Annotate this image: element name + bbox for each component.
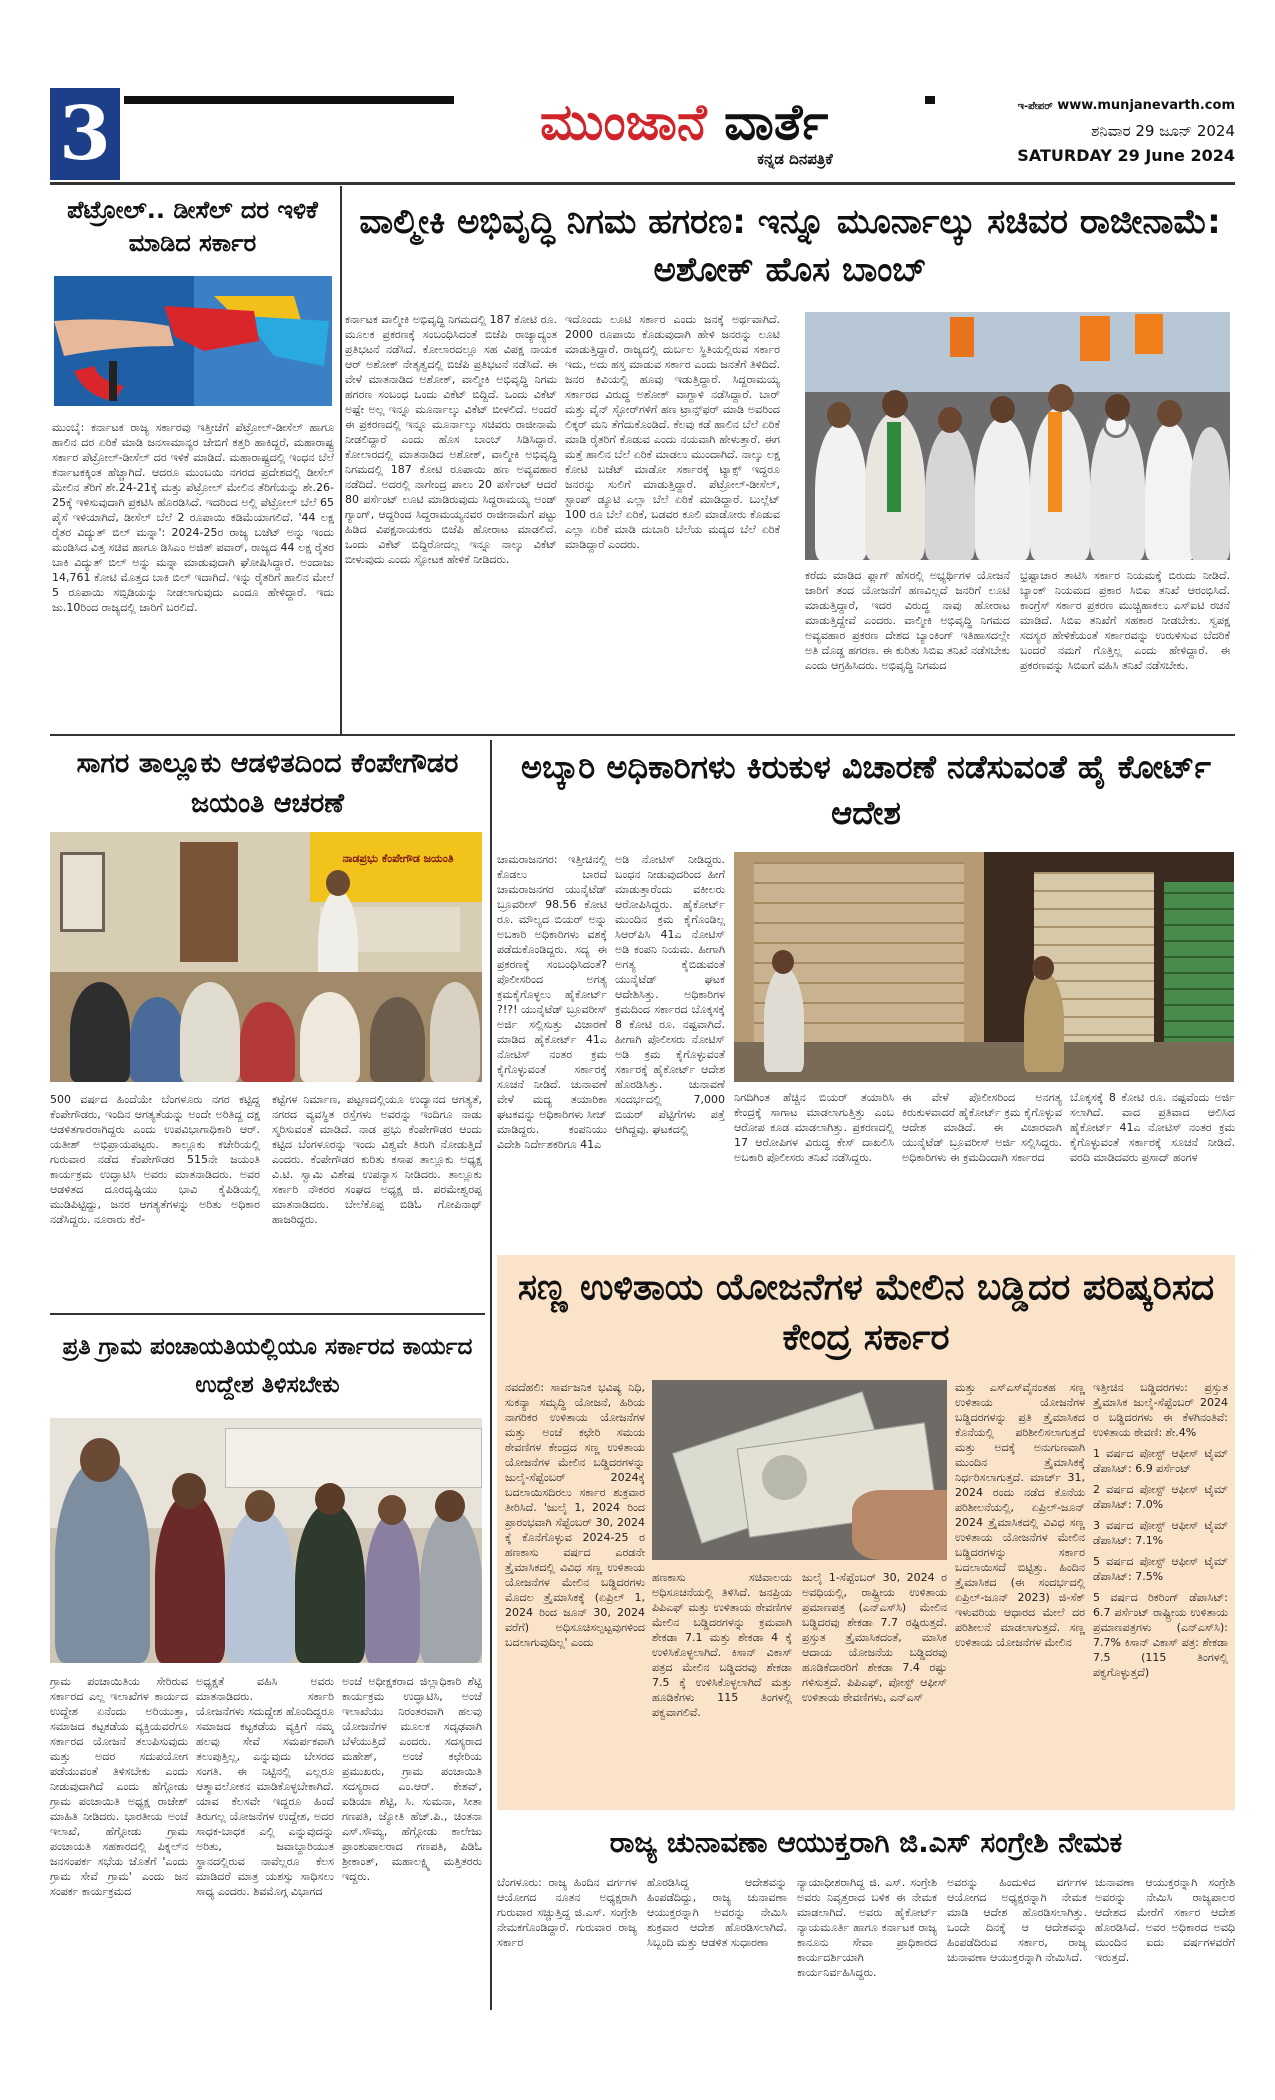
sagara-col1: 500 ವರ್ಷದ ಹಿಂದೆಯೇ ಬೆಂಗಳೂರು ನಗರ ಕಟ್ಟಿದ್ದ ಕೆಂಪೇಗೌಡರು, ಇಂದಿನ ಆಗತ್ಯತೆಯನ್ನು ಅಂದೇ ಅರಿತಿದ್ದ ದಕ್ಷ ಆಡಳಿತಗಾರರಾಗಿದ್ದರು ಎಂದು ಉಪವಿಭಾಗಾಧಿಕಾರಿ ಆರ್. ಯತೀಶ್ ಅಭಿಪ್ರಾಯಪಟ್ಟರು. ತಾಲ್ಲೂಕು ಕಚೇರಿಯಲ್ಲಿ ಗುರುವಾರ ನಡೆದ ಕೆಂಪೇಗೌಡರ 515ನೇ ಜಯಂತಿ ಕಾರ್ಯಕ್ರಮ ಉದ್ಘಾಟಿಸಿ ಅವರು ಮಾತನಾಡಿದರು. ಅವರ ಆಡಳಿತದ ದೂರದೃಷ್ಟಿಯು ಭಾವಿ ಕೈಪಿಡಿಯಲ್ಲಿ ಮುಡಿಪಿಟ್ಟಿದ್ದು, ಜನರ ಆಗತ್ಯತೆಗಳನ್ನು ಅರಿತು ಅಧಿಕಾರ ನಡೆಸಿದ್ದರು. ನೂರಾರು ಕೆರೆ-: [50, 1093, 260, 1226]
divider-left-mid: [50, 1313, 485, 1315]
election-col3: ನ್ಯಾಯಾಧೀಶರಾಗಿದ್ದ ಜಿ. ಎಸ್. ಸಂಗ್ರೇಶಿ ಅವರು ನಿವೃತ್ತರಾದ ಬಳಿಕ ಈ ನೇಮಕ ಮಾಡಲಾಗಿದೆ. ಅವರು ಹೈಕೋರ್ಟ್ ನ್ಯಾಯಮೂರ್ತಿ ಹಾಗೂ ಕರ್ನಾಟಕ ರಾಜ್ಯ ಕಾನೂನು ಸೇವಾ ಪ್ರಾಧಿಕಾರದ ಕಾರ್ಯದರ್ಶಿಯಾಗಿ ಕಾರ್ಯನಿರ್ವಹಿಸಿದ್ದರು.: [797, 1876, 937, 1979]
abkari-col3: ನಿಗದಿಗಿಂತ ಹೆಚ್ಚಿನ ಬಿಯರ್ ತಯಾರಿಸಿ ಕೇಂದ್ರಕ್ಕೆ ಸಾಗಾಟ ಮಾಡಲಾಗುತ್ತಿತ್ತು ಎಂಬ ಆರೋಪ ಕೂಡ ಮಾಡಲಾಗಿತ್ತು. ಪ್ರಕರಣದಲ್ಲಿ 17 ಆರೋಪಿಗಳ ವಿರುದ್ಧ ಕೇಸ್ ದಾಖಲಿಸಿ ಅಬಕಾರಿ ಪೊಲೀಸರು ತನಿಖೆ ನಡೆಸಿದ್ದರು.: [734, 1091, 894, 1164]
savings-rates-intro: ಇತ್ತೀಚಿನ ಬಡ್ಡಿದರಗಳು: ಪ್ರಸ್ತುತ ತ್ರೈಮಾಸಿಕ ಜುಲೈ-ಸೆಪ್ಟೆಂಬರ್ 2024 ರ ಬಡ್ಡಿದರಗಳು ಈ ಕೆಳಗಿನಂತಿವೆ: ಉಳಿತಾಯ ಠೇವಣಿ: ಶೇ.4%: [1093, 1381, 1228, 1439]
website-link[interactable]: www.munjanevarth.com: [1057, 98, 1235, 113]
newspaper-title: [540, 92, 900, 152]
divider-top-band: [50, 734, 1235, 736]
savings-currency-photo: [652, 1380, 947, 1560]
abkari-col2: ಅಡಿ ನೋಟಿಸ್ ನೀಡಿದ್ದರು. ಬಂಧನ ನೀಡುವುದರಿಂದ ಹೀಗೆ ಮಾಡುತ್ತಾರೆಂದು ವಕೀಲರು ಆರೋಪಿಸಿದ್ದರು. ಹೈಕೋರ್ಟ್ ಮುಂದಿನ ಕ್ರಮ ಕೈಗೊಂಡಿಲ್ಲ ಸಿಆರ್‌ಪಿಸಿ 41ಎ ನೋಟಿಸ್ ಅಡಿ ಕಂಪನಿ ನಿಯಮ. ಹೀಗಾಗಿ ಅಗತ್ಯ ಕೈಬಿಡುವಂತೆ ಯುನೈಟೆಡ್ ಘಟಕ ಆದೇಶಿಸಿತ್ತು. ಅಧಿಕಾರಿಗಳ ಕ್ರಮದಿಂದ ಸರ್ಕಾರದ ಬೊಕ್ಕಸಕ್ಕೆ 8 ಕೋಟಿ ರೂ. ನಷ್ಟವಾಗಿದೆ. ಹೀಗಾಗಿ ಪೊಲೀಸರು ನೋಟಿಸ್ ಅಡಿ ಕ್ರಮ ಕೈಗೊಳ್ಳುವಂತೆ ಸರ್ಕಾರಕ್ಕೆ ಹೈಕೋರ್ಟ್ ಆದೇಶ ಹೊರಡಿಸಿತ್ತು. ಚುನಾವಣೆ ಸಂದರ್ಭದಲ್ಲಿ 7,000 ಬಿಯರ್ ಪೆಟ್ಟಿಗೆಗಳು ಪತ್ತೆ ಆಗಿದ್ದವು. ಘಟಕದಲ್ಲಿ: [615, 853, 725, 1136]
abkari-headline: ಅಬ್ಕಾರಿ ಅಧಿಕಾರಿಗಳು ಕಿರುಕುಳ ವಿಚಾರಣೆ ನಡೆಸುವಂತೆ ಹೈ ಕೋರ್ಟ್ ಆದೇಶ: [521, 748, 1211, 832]
election-col2: ಹೊರಡಿಸಿದ್ದ ಆದೇಶವನ್ನು ಹಿಂಪಡೆದಿದ್ದು, ರಾಜ್ಯ ಚುನಾವಣಾ ಆಯುಕ್ತರನ್ನಾಗಿ ಅವರನ್ನು ನೇಮಿಸಿ ಶುಕ್ರವಾರ ಆದೇಶ ಹೊರಡಿಸಲಾಗಿದೆ. ಸಿಬ್ಬಂದಿ ಮತ್ತು ಆಡಳಿತ ಸುಧಾರಣಾ: [647, 1876, 787, 1949]
savings-col1: [505, 1380, 645, 1800]
divider-center: [490, 740, 492, 2010]
divider-left-top: [340, 186, 342, 734]
petrol-section: [50, 188, 335, 730]
sagara-col2: ಕಟ್ಟೆಗಳ ನಿರ್ಮಾಣ, ಪಟ್ಟಣದಲ್ಲಿಯೂ ಉದ್ಯಾನದ ಆಗತ್ಯತೆ, ನಗರದ ವ್ಯವಸ್ಥಿತ ರಸ್ತೆಗಳು ಅವರನ್ನು ಇಂದಿಗೂ ನಾಡು ಸ್ಮರಿಸುವಂತೆ ಮಾಡಿದೆ. ನಾಡ ಪ್ರಭು ಕೆಂಪೇಗೌಡರ ಆಂದು ಕಟ್ಟಿದ ಬೆಂಗಳೂರನ್ನು ಇಂದು ವಿಶ್ವವೇ ತಿರುಗಿ ನೋಡುತ್ತಿದೆ ಎಂದರು. ಕೆಂಪೇಗೌಡರ ಕುರಿತು ಕಸಾಪ ತಾಲ್ಲೂಕು ಅಧ್ಯಕ್ಷ ವಿ.ಟಿ. ಸ್ವಾಮಿ ವಿಶೇಷ ಉಪನ್ಯಾಸ ನೀಡಿದರು. ತಾಲ್ಲೂಕು ಸರ್ಕಾರಿ ನೌಕರರ ಸಂಘದ ಅಧ್ಯಕ್ಷ ಜಿ. ಪರಮೇಶ್ವರಪ್ಪ ಮಾತನಾಡಿದರು. ಬೇಲೆಕೊಪ್ಪ ಬಿಡಿಓ ಗೋಪಿನಾಥ್ ಹಾಜರಿದ್ದರು.: [272, 1093, 482, 1226]
valmiki-col4: ಭ್ರಷ್ಟಾಚಾರ ತಾಟಿಸಿ ಸರ್ಕಾರ ನಿಯಮಕ್ಕೆ ಬಿರುದು ನೀಡಿದೆ. ಬ್ಯಾಂಕ್ ನಿಯಮದ ಪ್ರಕಾರ ಸಿಬಿಐ ತನಿಖೆ ಆರಂಭಿಸಿದೆ. ಕಾಂಗ್ರೆಸ್ ಸರ್ಕಾರ ಪ್ರಕರಣ ಮುಚ್ಚಿಹಾಕಲು ಎಸ್‌ಐಟಿ ರಚನೆ ಮಾಡಿದೆ. ಸಿಬಿಐ ತನಿಖೆಗೆ ಸಹಕಾರ ನೀಡಬೇಕು. ಸ್ವಪಕ್ಷ ಸದಸ್ಯರ ಹೇಳಿಕೆಯಂತೆ ಸರ್ಕಾರವನ್ನು ಉರುಳಿಸುವ ಬೆದರಿಕೆ ಬಂದರೆ ನಮಗೆ ಗೊತ್ತಿಲ್ಲ ಎಂದು ಹೇಳಿದ್ದಾರೆ. ಈ ಪ್ರಕರಣವನ್ನು ಸಿಬಿಐಗೆ ವಹಿಸಿ ತನಿಖೆ ನಡೆಸಬೇಕು.: [1020, 569, 1230, 672]
title-part2: ವಾರ್ತೆ: [724, 93, 829, 151]
abkari-col5: ಬೊಕ್ಕಸಕ್ಕೆ 8 ಕೋಟಿ ರೂ. ನಷ್ಟವೆಂದು ಅರ್ಜಿ ಸಲಾಗಿದೆ. ವಾದ ಪ್ರತಿವಾದ ಆಲಿಸಿದ ಹೈಕೋರ್ಟ್ 41ಎ ನೋಟಿಸ್ ನಂತರ ಕ್ರಮ ಕೈಗೊಳ್ಳುವಂತೆ ಸರ್ಕಾರಕ್ಕೆ ಸೂಚನೆ ನೀಡಿದೆ. ವರದಿ ಮಾಡಿದವರು ಪ್ರಸಾದ್ ಹಂಗಳ: [1070, 1091, 1235, 1164]
valmiki-protest-photo: [805, 312, 1230, 560]
gram-col1: ಗ್ರಾಮ ಪಂಚಾಯಿತಿಯ ಸೇರಿರುವ ಸರ್ಕಾರದ ಎಲ್ಲ ಇಲಾಖೆಗಳ ಕಾರ್ಯದ ಉದ್ದೇಶ ಏನೆಂದು ಅರಿಯುತ್ತಾ, ಸಮಾಜದ ಕಟ್ಟಕಡೆಯ ವ್ಯಕ್ತಿಯವರೆಗೂ ಸರ್ಕಾರದ ಯೋಜನೆ ತಲುಪಿಸುವುದು ಮತ್ತು ಅದರ ಸದುಪಯೋಗ ಪಡೆಯುವಂತೆ ತಿಳಿಸಬೇಕು ಎಂದು ನೀಡುವುದಾಗಿದೆ ಎಂದು ಹೆಗ್ಗೋಡು ಗ್ರಾಮ ಪಂಚಾಯಿತಿ ಅಧ್ಯಕ್ಷ ರಾಜೇಶ್ ಮಾಹಿತಿ ನೀಡಿದರು. ಭಾರತೀಯ ಅಂಚೆ ಇಲಾಖೆ, ಹೆಗ್ಗೋಡು ಗ್ರಾಮ ಪಂಚಾಯತಿ ಸಹಕಾರದಲ್ಲಿ ಪಿಕ್ನಲ್‌ನ ಜನಸಂಪರ್ಕ ಸಭೆಯ ಜೊತೆಗೆ 'ಎಂದು ಗ್ರಾಮ ಸೇವೆ ಗ್ರಾಮ' ಎಂದು ಜನ ಸಂಪರ್ಕ ಕಾರ್ಯಕ್ರಮದ: [50, 1675, 188, 1898]
date-english: SATURDAY 29 June 2024: [1017, 146, 1235, 165]
savings-col1-b: 'ಜುಲೈ 1, 2024 ರಿಂದ ಪ್ರಾರಂಭವಾಗಿ ಸೆಪ್ಟೆಂಬರ್ 30, 2024 ಕ್ಕೆ ಕೊನೆಗೊಳ್ಳುವ 2024-25 ರ ಹಣಕಾಸು ವರ್ಷದ ಎರಡನೇ ತ್ರೈಮಾಸಿಕದಲ್ಲಿ ವಿವಿಧ ಸಣ್ಣ ಉಳಿತಾಯ ಯೋಜನೆಗಳ ಮೇಲಿನ ಬಡ್ಡಿದರಗಳು ಮೊದಲ ತ್ರೈಮಾಸಿಕಕ್ಕೆ (ಏಪ್ರಿಲ್ 1, 2024 ರಿಂದ ಜೂನ್ 30, 2024 ವರೆಗೆ) ಅಧಿಸೂಚಿಸಲ್ಪಟ್ಟವುಗಳಿಂದ ಬದಲಾಗುವುದಿಲ್ಲ' ಎಂದು: [505, 1501, 645, 1649]
election-col5: ಚುನಾವಣಾ ಆಯುಕ್ತರನ್ನಾಗಿ ಸಂಗ್ರೇಶಿ ಅವರನ್ನು ನೇಮಿಸಿ ರಾಜ್ಯಪಾಲರ ಆದೇಶದ ಮೇರೆಗೆ ಸರ್ಕಾರ ಆದೇಶ ಹೊರಡಿಸಿದೆ. ಅವರ ಅಧಿಕಾರದ ಅವಧಿ ಮುಂದಿನ ಐದು ವರ್ಷಗಳವರೆಗೆ ಇರುತ್ತದೆ.: [1095, 1876, 1235, 1964]
sagara-headline: ಸಾಗರ ತಾಲ್ಲೂಕು ಆಡಳಿತದಿಂದ ಕೆಂಪೇಗೌಡರ ಜಯಂತಿ ಆಚರಣೆ: [76, 748, 459, 819]
election-col1: ಬೆಂಗಳೂರು: ರಾಜ್ಯ ಹಿಂದಿನ ವರ್ಗಗಳ ಆಯೋಗದ ನೂತನ ಅಧ್ಯಕ್ಷರಾಗಿ ಗುರುವಾರ ಸಚ್ಚುತ್ತಿದ್ದ ಜಿ.ಎಸ್. ಸಂಗ್ರೇಶಿ ನೇಮಕಗೊಂಡಿದ್ದಾರೆ. ಗುರುವಾರ ರಾಜ್ಯ ಸರ್ಕಾರ: [497, 1876, 637, 1949]
election-headline: ರಾಜ್ಯ ಚುನಾವಣಾ ಆಯುಕ್ತರಾಗಿ ಜಿ.ಎಸ್ ಸಂಗ್ರೇಶಿ ನೇಮಕ: [609, 1826, 1123, 1859]
gram-col2: ಅಧ್ಯಕ್ಷತೆ ವಹಿಸಿ ಅವರು ಮಾತನಾಡಿದರು. ಸರ್ಕಾರಿ ಯೋಜನೆಗಳು ಸದುದ್ದೇಶ ಹೊಂದಿದ್ದರೂ ಸಮಾಜದ ಕಟ್ಟಕಡೆಯ ವ್ಯಕ್ತಿಗೆ ನಮ್ಮ ಹಲವು ಸೇವೆ ಸಮರ್ಪಕವಾಗಿ ತಲುಪುತ್ತಿಲ್ಲ, ಎನ್ನುವುದು ಬೇಸರದ ಸಂಗತಿ. ಈ ನಿಟ್ಟಿನಲ್ಲಿ ಎಲ್ಲರೂ ಆತ್ಮಾವಲೋಕನ ಮಾಡಿಕೊಳ್ಳಬೇಕಾಗಿದೆ. ಯಾವ ಕೆಲಸವೇ ಇದ್ದರೂ ಹಿಂದೆ ತಿರುಗಲ್ಲ ಯೋಜನೆಗಳ ಉದ್ದೇಶ, ಅದರ ಸಾಧಕ-ಬಾಧಕ ಎಲ್ಲಿ ಎನ್ನುವುದನ್ನು ಅರಿತು, ಜವಾಬ್ದಾರಿಯುತ ಸ್ಥಾನದಲ್ಲಿರುವ ನಾವೆಲ್ಲರೂ ಕೆಲಸ ಮಾಡಿದರೆ ಮಾತ್ರ ಯಶಸ್ಸು ಸಾಧಿಸಲು ಸಾಧ್ಯ ಎಂದರು. ಶಿವಮೊಗ್ಗ ವಿಭಾಗದ: [196, 1675, 334, 1898]
date-kannada: ಶನಿವಾರ 29 ಜೂನ್ 2024: [1091, 122, 1235, 140]
valmiki-col2: ಇದೊಂದು ಲೂಟಿ ಸರ್ಕಾರ ಎಂದು ಜನಕ್ಕೆ ಅರ್ಥವಾಗಿದೆ. 2000 ರೂಪಾಯಿ ಕೊಡುವುದಾಗಿ ಹೇಳಿ ಜನರನ್ನು ಲೂಟಿ ಮಾಡುತ್ತಿದ್ದಾರೆ. ರಾಜ್ಯದಲ್ಲಿ ದುರ್ಬಲ ಸ್ಥಿತಿಯಲ್ಲಿರುವ ಸರ್ಕಾರ ಇದು, ಅದು ಹಸ್ತ ಮಾಡುವ ಸರ್ಕಾರ ಎಂದು ಜನತೆಗೆ ತಿಳಿದಿದೆ. ಜನರ ಕಿವಿಯಲ್ಲಿ ಹೂವು ಇಡುತ್ತಿದ್ದಾರೆ. ಸಿದ್ದರಾಮಯ್ಯ ಸರ್ಕಾರದ ವಿರುದ್ಧ ಅಶೋಕ್ ವಾಗ್ದಾಳಿ ನಡೆಸಿದ್ದಾರೆ. ಬಾರ್ ಮತ್ತು ವೈನ್ ಸ್ಟೋರ್‌ಗಳಿಗೆ ಹಣ ಟ್ರಾನ್ಸ್‌ಫರ್ ಮಾಡಿ ಅವರಿಂದ ಲಿಕ್ಕರ್ ಮನಿ ತೆಗೆದುಕೊಂಡಿದೆ. ಕೆಲವು ಕಡೆ ಹಾಲಿನ ಬೆಲೆ ಏರಿಕೆ ಮಾಡಿ ರೈತರಿಗೆ ಕೊಡುವ ಎಂದು ನಯವಾಗಿ ಹೇಳುತ್ತಾರೆ. ಈಗ ಮತ್ತೆ ಹಾಲಿನ ಬೆಲೆ ಏರಿಕೆ ಮಾಡಲು ಮುಂದಾಗಿದೆ. ನಾಲ್ಕು ಲಕ್ಷ ಕೋಟಿ ಬಜೆಟ್ ಮಾಡೋ ಸರ್ಕಾರಕ್ಕೆ ಟ್ಯಾಕ್ಸ್ ಇದ್ದರೂ ಜನರನ್ನು ಸುಲಿಗೆ ಮಾಡುತ್ತಿದ್ದಾರೆ. ಪೆಟ್ರೋಲ್-ಡೀಸೆಲ್, ಸ್ಟಾಂಪ್ ಡ್ಯೂಟಿ ಎಲ್ಲಾ ಬೆಲೆ ಏರಿಕೆ ಮಾಡಿದ್ದಾರೆ. ಬುಲ್ಲೆಟ್ 100 ರೂ ಬೆಲೆ ಏರಿಕೆ, ಬಡವರ ಕೂಲಿ ಮಾಡೋರು ಕೊಡುವ ಎಲ್ಲಾ ಏರಿಕೆ ಮಾಡಿ ದುಬಾರಿ ಬೆಲೆಯ ಮದ್ಯದ ಬೆಲೆ ಏರಿಕೆ ಮಾಡಿದ್ದಾರೆ ಎಂದರು.: [565, 313, 780, 551]
page-number-box: [50, 88, 120, 180]
savings-col1-a: ನವದೆಹಲಿ: ಸಾರ್ವಜನಿಕ ಭವಿಷ್ಯ ನಿಧಿ, ಸುಕನ್ಯಾ ಸಮೃದ್ಧಿ ಯೋಜನೆ, ಹಿರಿಯ ನಾಗರಿಕರ ಉಳಿತಾಯ ಯೋಜನೆಗಳ ಮತ್ತು ಅಂಚೆ ಕಛೇರಿ ಸಮಯ ಠೇವಣಿಗಳ ಕೇಂದ್ರದ ಸಣ್ಣ ಉಳಿತಾಯ ಯೋಜನೆಗಳ ಮೇಲಿನ ಬಡ್ಡಿದರಗಳನ್ನು ಜುಲೈ-ಸೆಪ್ಟೆಂಬರ್ 2024ಕ್ಕೆ ಬದಲಾಯಿಸದಿರಲು ಸರ್ಕಾರ ಶುಕ್ರವಾರ ತೀರಿಸಿದೆ.: [505, 1381, 645, 1514]
epaper-label: ಇ-ಪೇಪರ್: [1017, 101, 1053, 112]
savings-rate-2: 2 ವರ್ಷದ ಪೋಸ್ಟ್ ಆಫೀಸ್ ಟೈಮ್ ಡೆಪಾಸಿಟ್: 7.0%: [1093, 1483, 1228, 1511]
savings-col3: ಜುಲೈ 1-ಸೆಪ್ಟೆಂಬರ್ 30, 2024 ರ ಅವಧಿಯಲ್ಲಿ, ರಾಷ್ಟ್ರೀಯ ಉಳಿತಾಯ ಪ್ರಮಾಣಪತ್ರ (ಎನ್‌ಎಸ್‌ಸಿ) ಮೇಲಿನ ಬಡ್ಡಿದರವು ಶೇಕಡಾ 7.7 ರಷ್ಟಿರುತ್ತದೆ. ಪ್ರಸ್ತುತ ತ್ರೈಮಾಸಿಕದಂತೆ, ಮಾಸಿಕ ಆದಾಯ ಯೋಜನೆಯ ಬಡ್ಡಿದರವು ಹೂಡಿಕೆದಾರರಿಗೆ ಶೇಕಡಾ 7.4 ರಷ್ಟು ಗಳಿಸುತ್ತದೆ. ಪಿಪಿಎಫ್, ಪೋಸ್ಟ್ ಆಫೀಸ್ ಉಳಿತಾಯ ಠೇವಣಿಗಳು, ಎನ್‌ಎಸ್: [802, 1571, 947, 1704]
gram-photo: [50, 1418, 482, 1663]
savings-section: [497, 1255, 1235, 1810]
title-part1: ಮುಂಜಾನೆ: [540, 93, 707, 151]
gram-col3: ಅಂಚೆ ಅಧೀಕ್ಷಕರಾದ ಜಿಲ್ಲಾಧಿಕಾರಿ ಶೆಟ್ಟಿ ಕಾರ್ಯಕ್ರಮ ಉದ್ಘಾಟಿಸಿ, ಅಂಚೆ ಇಲಾಖೆಯು ನಿರಂತರವಾಗಿ ಹಲವು ಯೋಜನೆಗಳ ಮೂಲಕ ಸದೃಢವಾಗಿ ಬೆಳೆಯುತ್ತಿದೆ ಎಂದರು. ಸದಸ್ಯರಾದ ಮಹೇಶ್, ಅಂಚೆ ಕಛೇರಿಯ ಪ್ರಮುಖರು, ಗ್ರಾಮ ಪಂಚಾಯಿತಿ ಸದಸ್ಯರಾದ ಎಂ.ಆರ್. ಕೇಶವ್, ಐಡಿಯಾ ಶೆಟ್ಟಿ, ಸಿ. ಸುಮನಾ, ಸೀತಾ ಗಣಪತಿ, ಜ್ಯೋತಿ ಹೆಚ್.ಪಿ., ಚಿಂತನಾ ಎಸ್.ಸೌಮ್ಯ, ಹೆಗ್ಗೋಡು ಕಾಲೇಜು ಪ್ರಾಂಶುಪಾಲರಾದ ಗಣಪತಿ, ಪಿಡಿಓ ಶ್ರೀಕಾಂತ್, ಮಹಾಲಕ್ಷ್ಮಿ ಮತ್ತಿತರರು ಇದ್ದರು.: [342, 1675, 482, 1883]
election-col4: ಅವರನ್ನು ಹಿಂದುಳಿದ ವರ್ಗಗಳ ಆಯೋಗದ ಅಧ್ಯಕ್ಷರನ್ನಾಗಿ ನೇಮಕ ಮಾಡಿ ಆದೇಶ ಹೊರಡಿಸಲಾಗಿತ್ತು. ಒಂದೇ ದಿನಕ್ಕೆ ಆ ಆದೇಶವನ್ನು ಹಿಂಪಡೆದಿರುವ ಸರ್ಕಾರ, ರಾಜ್ಯ ಚುನಾವಣಾ ಆಯುಕ್ತರನ್ನಾಗಿ ನೇಮಿಸಿದೆ.: [947, 1876, 1087, 1964]
savings-col5: [1093, 1380, 1228, 1800]
page-number: 3: [59, 91, 111, 177]
savings-rate-3: 3 ವರ್ಷದ ಪೋಸ್ಟ್ ಆಫೀಸ್ ಟೈಮ್ ಡೆಪಾಸಿಟ್: 7.1%: [1093, 1519, 1228, 1547]
website-line: [930, 98, 1235, 113]
masthead-top-rule: [124, 96, 454, 104]
abkari-warehouse-photo: [734, 852, 1234, 1082]
sagara-section: [50, 740, 485, 1310]
savings-col4: ಮತ್ತು ಎಸ್‌ಎಸ್‌ವೈನಂತಹ ಸಣ್ಣ ಉಳಿತಾಯ ಯೋಜನೆಗಳ ಬಡ್ಡಿದರಗಳನ್ನು ಪ್ರತಿ ತ್ರೈಮಾಸಿಕದ ಕೊನೆಯಲ್ಲಿ ಪರಿಶೀಲಿಸಲಾಗುತ್ತದೆ ಮತ್ತು ಅದಕ್ಕೆ ಅನುಗುಣವಾಗಿ ಮುಂದಿನ ತ್ರೈಮಾಸಿಕಕ್ಕೆ ನಿರ್ಧರಿಸಲಾಗುತ್ತದೆ. ಮಾರ್ಚ್ 31, 2024 ರಂದು ನಡೆದ ಕೊನೆಯ ಪರಿಶೀಲನೆಯಲ್ಲಿ, ಏಪ್ರಿಲ್-ಜೂನ್ 2024 ತ್ರೈಮಾಸಿಕದಲ್ಲಿ ವಿವಿಧ ಸಣ್ಣ ಉಳಿತಾಯ ಯೋಜನೆಗಳ ಮೇಲಿನ ಬಡ್ಡಿದರಗಳನ್ನು ಸರ್ಕಾರ ಬದಲಾಯಿಸದೆ ಬಿಟ್ಟಿತ್ತು. ಹಿಂದಿನ ತ್ರೈಮಾಸಿಕದ (ಈ ಸಂದರ್ಭದಲ್ಲಿ ಏಪ್ರಿಲ್-ಜೂನ್ 2023) ಜಿ-ಸೆಕ್ ಇಳುವರಿಯ ಆಧಾರದ ಮೇಲೆ ದರ ಪರಿಶೀಲನೆ ಮಾಡಲಾಗುತ್ತದೆ. ಸಣ್ಣ ಉಳಿತಾಯ ಯೋಜನೆಗಳ ಮೇಲಿನ: [955, 1381, 1085, 1649]
tagline: ಕನ್ನಡ ದಿನಪತ್ರಿಕೆ: [757, 150, 833, 168]
petrol-headline: ಪೆಟ್ರೋಲ್.. ಡೀಸೆಲ್ ದರ ಇಳಿಕೆ ಮಾಡಿದ ಸರ್ಕಾರ: [67, 196, 318, 257]
petrol-body: ಮುಂಬೈ: ಕರ್ನಾಟಕ ರಾಜ್ಯ ಸರ್ಕಾರವು ಇತ್ತೀಚೆಗೆ ಪೆಟ್ರೋಲ್-ಡೀಸೆಲ್ ಹಾಗೂ ಹಾಲಿನ ದರ ಏರಿಕೆ ಮಾಡಿ ಜನಸಾಮಾನ್ಯರ ಜೇಬಿಗೆ ಕತ್ತರಿ ಹಾಕಿದ್ದರೆ, ಮಹಾರಾಷ್ಟ್ರ ಸರ್ಕಾರ ಪೆಟ್ರೋಲ್-ಡೀಸೆಲ್ ದರ ಇಳಿಕೆ ಮಾಡಿದೆ. ಮಹಾರಾಷ್ಟ್ರದಲ್ಲಿ ಇಂಧನ ಬೆಲೆ ಕರ್ನಾಟಕಕ್ಕಿಂತ ಹೆಚ್ಚಾಗಿದೆ. ಆದರೂ ಮುಂಬಯಿ ನಗರದ ಪ್ರದೇಶದಲ್ಲಿ ಡೀಸೆಲ್ ಮೇಲಿನ ತೆರಿಗೆ ಶೇ.24-21ಕ್ಕೆ ಮತ್ತು ಪೆಟ್ರೋಲ್ ಮೇಲಿನ ತೆರಿಗೆಯನ್ನು ಶೇ.26-25ಕ್ಕೆ ಇಳಿಸುವುದಾಗಿ ಪ್ರಕಟಿಸಿ ಹೊರಡಿಸಿದೆ. ಇದರಿಂದ ಅಲ್ಲಿ ಪೆಟ್ರೋಲ್ ಬೆಲೆ 65 ಪೈಸೆ ಇಳಿಯಾಗಿದೆ, ಡೀಸೆಲ್ ಬೆಲೆ 2 ರೂಪಾಯಿ ಕಡಿಮೆಯಾಗಲಿದೆ. '44 ಲಕ್ಷ ರೈತರ ವಿದ್ಯುತ್ ಬಿಲ್ ಮನ್ನಾ': 2024-25ರ ರಾಜ್ಯ ಬಜೆಟ್ ಅನ್ನು ಇಂದು ಮಂಡಿಸಿದ ವಿತ್ತ ಸಚಿವ ಹಾಗೂ ಡಿಸಿಎಂ ಅಜಿತ್ ಪವಾರ್, ರಾಜ್ಯದ 44 ಲಕ್ಷ ರೈತರ ಬಾಕಿ ವಿದ್ಯುತ್ ಬಿಲ್ ಅನ್ನು ಮನ್ನಾ ಮಾಡುವುದಾಗಿ ಘೋಷಿಸಿದ್ದಾರೆ. ಅಂದಾಜು 14,761 ಕೋಟಿ ಮೊತ್ತದ ಬಾಕಿ ಬಿಲ್ ಇದಾಗಿದೆ. ಇನ್ನು ರೈತರಿಗೆ ಹಾಲಿನ ಮೇಲೆ 5 ರೂಪಾಯಿ ಸಬ್ಸಿಡಿಯನ್ನು ನೀಡಲಾಗುವುದು ಎಂದೂ ಹೇಳಿದ್ದಾರೆ. ಇದು ಜು.10ರಿಂದ ರಾಜ್ಯದಲ್ಲಿ ಜಾರಿಗೆ ಬರಲಿದೆ.: [52, 421, 334, 614]
gram-section: [50, 1318, 485, 2008]
abkari-section: [497, 740, 1235, 1240]
valmiki-section: [345, 188, 1235, 730]
valmiki-col3: ಕರೆದು ಮಾಡಿದ ಫ್ಲಾಗ್ ಹೆಸರಲ್ಲಿ ಅಭ್ಯರ್ಥಿಗಳ ಯೋಜನೆ ಜಾರಿಗೆ ತಂದ ಯೋಜನೆಗೆ ಹಣವಿಲ್ಲದೆ ಜನರಿಗೆ ಲೂಟಿ ಮಾಡುತ್ತಿದ್ದಾರೆ, ಇದರ ವಿರುದ್ಧ ನಾವು ಹೋರಾಟ ಮಾಡುತ್ತಿದ್ದೇವೆ ಎಂದರು. ವಾಲ್ಮೀಕಿ ಅಭಿವೃದ್ಧಿ ನಿಗಮದ ಅವ್ಯವಹಾರ ಪ್ರಕರಣ ದೇಶದ ಬ್ಯಾಂಕಿಂಗ್ ಇತಿಹಾಸದಲ್ಲೇ ಅತಿ ದೊಡ್ಡ ಹಗರಣ. ಈ ಕುರಿತು ಸಿಬಿಐ ತನಿಖೆ ನಡೆಸಬೇಕು ಎಂದು ಆಗ್ರಹಿಸಿದರು. ಅಭಿವೃದ್ಧಿ ನಿಗಮದ: [805, 569, 1010, 672]
valmiki-headline: ವಾಲ್ಮೀಕಿ ಅಭಿವೃದ್ಧಿ ನಿಗಮ ಹಗರಣ: ಇನ್ನೂ ಮೂರ್ನಾಲ್ಕು ಸಚಿವರ ರಾಜೀನಾಮೆ: ಅಶೋಕ್ ಹೊಸ ಬಾಂಬ್: [359, 202, 1221, 290]
savings-col2: ಹಣಕಾಸು ಸಚಿವಾಲಯ ಅಧಿಸೂಚನೆಯಲ್ಲಿ ತಿಳಿಸಿದೆ. ಜನಪ್ರಿಯ ಪಿಪಿಎಫ್ ಮತ್ತು ಉಳಿತಾಯ ಠೇವಣಿಗಳ ಮೇಲಿನ ಬಡ್ಡಿದರಗಳನ್ನು ಕ್ರಮವಾಗಿ ಶೇಕಡಾ 7.1 ಮತ್ತು ಶೇಕಡಾ 4 ಕ್ಕೆ ಉಳಿಸಿಕೊಳ್ಳಲಾಗಿದೆ. ಕಿಸಾನ್ ವಿಕಾಸ್ ಪತ್ರದ ಮೇಲಿನ ಬಡ್ಡಿದರವು ಶೇಕಡಾ 7.5 ಕ್ಕೆ ಉಳಿಸಿಕೊಳ್ಳಲಾಗಿದೆ ಮತ್ತು ಹೂಡಿಕೆಗಳು 115 ತಿಂಗಳಲ್ಲಿ ಪಕ್ವವಾಗಲಿವೆ.: [652, 1571, 792, 1719]
masthead-bottom-rule: [50, 182, 1235, 185]
abkari-col4: ಈ ವೇಳೆ ಪೊಲೀಸರಿಂದ ಅನಗತ್ಯ ಕಿರುಕುಳವಾದರೆ ಹೈಕೋರ್ಟ್ ಕ್ರಮ ಕೈಗೊಳ್ಳುವ ಆದೇಶ ಮಾಡಿದೆ. ಈ ವಿಚಾರವಾಗಿ ಯುನೈಟೆಡ್ ಬ್ರೂವರೀಸ್ ಅರ್ಜಿ ಸಲ್ಲಿಸಿದ್ದರು. ಅಧಿಕಾರಿಗಳು ಈ ಕ್ರಮದಿಂದಾಗಿ ಸರ್ಕಾರದ: [902, 1091, 1062, 1164]
election-section: [497, 1815, 1235, 2010]
sagara-banner-text: ನಾಡಪ್ರಭು ಕೆಂಪೇಗೌಡ ಜಯಂತಿ: [342, 852, 454, 865]
sagara-photo: [50, 832, 482, 1082]
savings-rate-5: 5 ವರ್ಷದ ರಿಕರಿಂಗ್ ಡೆಪಾಸಿಟ್: 6.7 ಪರ್ಸೆಂಟ್ ರಾಷ್ಟ್ರೀಯ ಉಳಿತಾಯ ಪ್ರಮಾಣಪತ್ರಗಳು (ಎನ್‌ಎಸ್‌ಸಿ): 7.7% ಕಿಸಾನ್ ವಿಕಾಸ್ ಪತ್ರ: ಶೇಕಡಾ 7.5 (115 ತಿಂಗಳಲ್ಲಿ ಪಕ್ವಗೊಳ್ಳುತ್ತದೆ): [1093, 1591, 1228, 1679]
savings-rate-4: 5 ವರ್ಷದ ಪೋಸ್ಟ್ ಆಫೀಸ್ ಟೈಮ್ ಡೆಪಾಸಿಟ್: 7.5%: [1093, 1555, 1228, 1583]
gram-headline: ಪ್ರತಿ ಗ್ರಾಮ ಪಂಚಾಯತಿಯಲ್ಲಿಯೂ ಸರ್ಕಾರದ ಕಾರ್ಯದ ಉದ್ದೇಶ ತಿಳಿಸಬೇಕು: [62, 1334, 473, 1398]
fuel-nozzle-illustration: [54, 276, 332, 406]
valmiki-col1: ಕರ್ನಾಟಕ ವಾಲ್ಮೀಕಿ ಅಭಿವೃದ್ಧಿ ನಿಗಮದಲ್ಲಿ 187 ಕೋಟಿ ರೂ. ಮೂಲಕ ಪ್ರಕರಣಕ್ಕೆ ಸಂಬಂಧಿಸಿದಂತೆ ಬಿಜೆಪಿ ರಾಜ್ಯಾದ್ಯಂತ ಪ್ರತಿಭಟನೆ ನಡೆಸಿದೆ. ಕೋಲಾರದಲ್ಲೂ ಸಹ ವಿಪಕ್ಷ ನಾಯಕ ಆರ್ ಅಶೋಕ್ ನೇತೃತ್ವದಲ್ಲಿ ಬಿಜೆಪಿ ಪ್ರತಿಭಟನೆ ನಡೆಸಿದೆ. ಈ ವೇಳೆ ಮಾತನಾಡಿದ ಅಶೋಕ್, ವಾಲ್ಮೀಕಿ ಅಭಿವೃದ್ಧಿ ನಿಗಮ ಹಗರಣ ಸಂಬಂಧ ಒಂದು ವಿಕೆಟ್ ಬಿದ್ದಿದೆ. ಒಂದು ವಿಕೆಟ್ ಅಷ್ಟೇ ಅಲ್ಲ ಇನ್ನೂ ಮೂರ್ನಾಲ್ಕು ವಿಕೆಟ್ ಬೀಳಲಿದೆ. ಅಂದರೆ ಈ ಪ್ರಕರಣದಲ್ಲಿ ಇನ್ನೂ ಮೂರ್ನಾಲ್ಕು ಸಚಿವರು ರಾಜೀನಾಮೆ ನೀಡಲಿದ್ದಾರೆ ಎಂದು ಹೊಸ ಬಾಂಬ್ ಸಿಡಿಸಿದ್ದಾರೆ. ಕೋಲಾರದಲ್ಲಿ ಮಾತನಾಡಿದ ಅಶೋಕ್, ವಾಲ್ಮೀಕಿ ಅಭಿವೃದ್ಧಿ ನಿಗಮದಲ್ಲಿ 187 ಕೋಟಿ ರೂಪಾಯಿ ಹಣ ಅವ್ಯವಹಾರ ನಡೆದಿದೆ. ಅದರಲ್ಲಿ ನಾಗೇಂದ್ರ ಪಾಲು 20 ಪರ್ಸೆಂಟ್ ಆದರೆ 80 ಪರ್ಸೆಂಟ್ ಲೂಟಿ ಮಾಡಿರುವುದು ಸಿದ್ದರಾಮಯ್ಯ ಅಂಡ್ ಗ್ಯಾಂಗ್, ಆದ್ದರಿಂದ ಸಿದ್ದರಾಮಯ್ಯನವರ ರಾಜೀನಾಮೆಗೆ ಪಟ್ಟು ಹಿಡಿದ ವಿಪಕ್ಷನಾಯಕರು ಬಿಜೆಪಿ ಹೋರಾಟ ಮಾಡಲಿದೆ. ಒಂದು ವಿಕೆಟ್ ಬಿದ್ದಿರೋದಲ್ಲ ಇನ್ನೂ ನಾಲ್ಕು ವಿಕೆಟ್ ಬೀಳುವುದು ಎಂದು ಸ್ಫೋಟಕ ಹೇಳಿಕೆ ನೀಡಿದರು.: [345, 313, 557, 566]
savings-headline: ಸಣ್ಣ ಉಳಿತಾಯ ಯೋಜನೆಗಳ ಮೇಲಿನ ಬಡ್ಡಿದರ ಪರಿಷ್ಕರಿಸದ ಕೇಂದ್ರ ಸರ್ಕಾರ: [517, 1267, 1215, 1358]
savings-rate-1: 1 ವರ್ಷದ ಪೋಸ್ಟ್ ಆಫೀಸ್ ಟೈಮ್ ಡೆಪಾಸಿಟ್: 6.9 ಪರ್ಸೆಂಟ್: [1093, 1447, 1228, 1475]
abkari-col1: ಚಾಮರಾಜನಗರ: ಇತ್ತೀಚಿನಲ್ಲಿ ಕೊಡಲು ಬಾರದೆ ಚಾಮರಾಜನಗರ ಯುನೈಟೆಡ್ ಬ್ರೂವರೀಸ್ 98.56 ಕೋಟಿ ರೂ. ಮೌಲ್ಯದ ಬಿಯರ್ ಅನ್ನು ಅಬಕಾರಿ ಅಧಿಕಾರಿಗಳು ವಶಕ್ಕೆ ಪಡೆದುಕೊಂಡಿದ್ದರು. ಸದ್ಯ ಈ ಪ್ರಕರಣಕ್ಕೆ ಸಂಬಂಧಿಸಿದಂತೆ? ಪೊಲೀಸರಿಂದ ಅಗತ್ಯ ಕ್ರಮಕೈಗೊಳ್ಳಲು ಹೈಕೋರ್ಟ್ ?!?! ಯುನೈಟೆಡ್ ಬ್ರೂವರೀಸ್ ಅರ್ಜಿ ಸಲ್ಲಿಸುತ್ತು ವಿಚಾರಣೆ ಮಾಡಿದ ಹೈಕೋರ್ಟ್ 41ಎ ನೋಟಿಸ್ ನಂತರ ಕ್ರಮ ಕೈಗೊಳ್ಳುವಂತೆ ಸರ್ಕಾರಕ್ಕೆ ಸೂಚನೆ ನೀಡಿದೆ. ಚುನಾವಣೆ ವೇಳೆ ಮದ್ಯ ತಯಾರಿಕಾ ಘಟಕವನ್ನು ಅಧಿಕಾರಿಗಳು ಸೀಜ್ ಮಾಡಿದ್ದರು. ಕಂಪನಿಯು ವಿದೇಶಿ ನಿರ್ದೇಶಕರಿಗೂ 41ಎ: [497, 853, 607, 1151]
petrol-photo: [54, 276, 332, 406]
